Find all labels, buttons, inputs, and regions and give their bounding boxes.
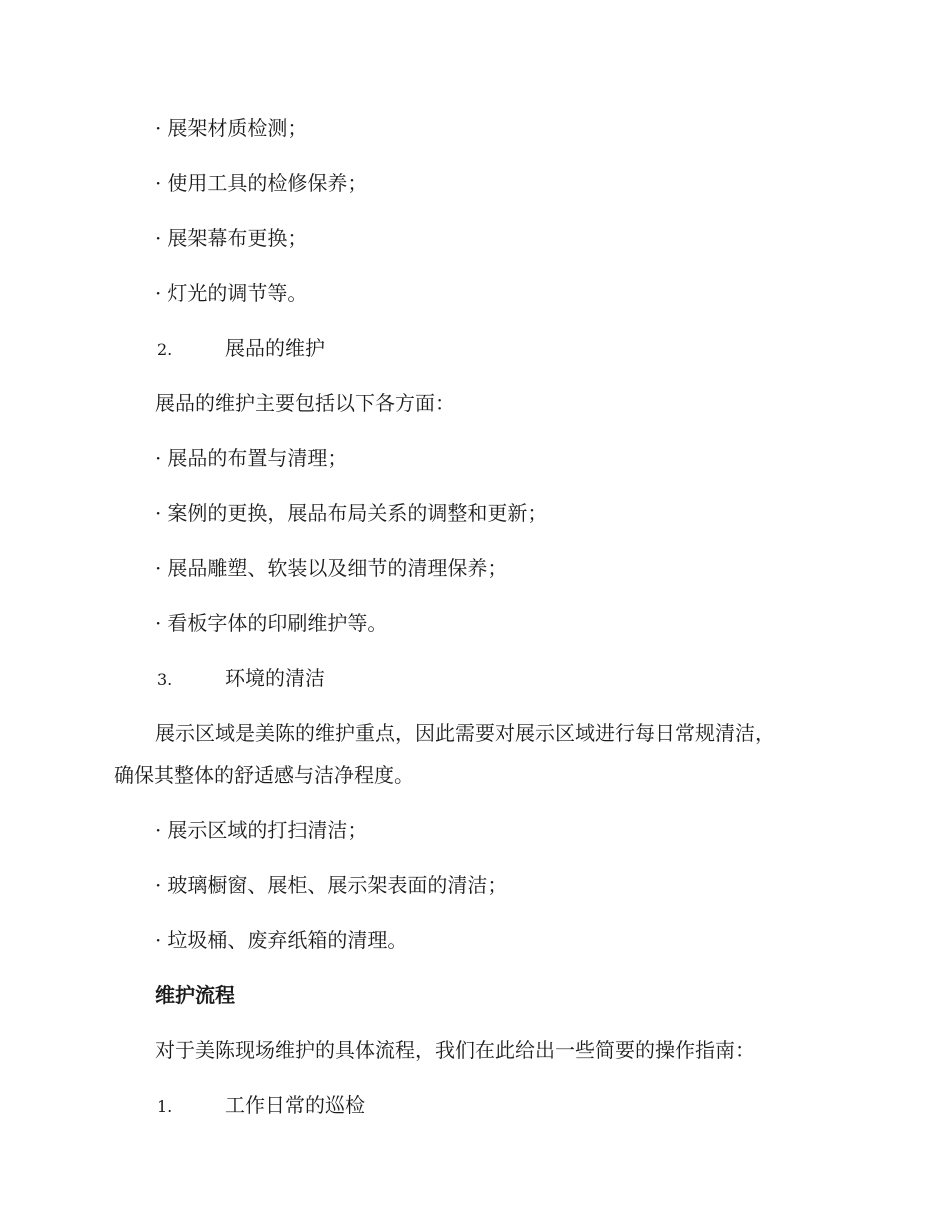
bullet-item xyxy=(155,499,547,527)
bullet-marker: · xyxy=(155,611,162,635)
bullet-marker: · xyxy=(155,873,162,897)
bullet-text: 展架幕布更换； xyxy=(167,226,308,250)
section-2-heading xyxy=(157,334,325,364)
maintenance-process-heading: 维护流程 xyxy=(155,983,235,1007)
bullet-text: 看板字体的印刷维护等。 xyxy=(167,611,388,635)
section-title: 展品的维护 xyxy=(225,336,325,360)
bullet-item xyxy=(155,444,347,472)
bullet-marker: · xyxy=(155,501,162,525)
bullet-marker: · xyxy=(155,556,162,580)
bullet-text: 垃圾桶、废弃纸箱的清理。 xyxy=(167,928,408,952)
bullet-item xyxy=(155,169,367,197)
section-number: 3. xyxy=(157,670,173,689)
bullet-marker: · xyxy=(155,281,162,305)
bullet-marker: · xyxy=(155,818,162,842)
bullet-text: 展品的布置与清理； xyxy=(167,446,348,470)
section-3-paragraph-line-2: 确保其整体的舒适感与洁净程度。 xyxy=(114,763,414,787)
bullet-marker: · xyxy=(155,226,162,250)
bullet-marker: · xyxy=(155,171,162,195)
section-title: 环境的清洁 xyxy=(225,666,325,690)
bullet-item xyxy=(155,114,307,142)
bullet-item xyxy=(155,224,307,252)
bullet-text: 玻璃橱窗、展柜、展示架表面的清洁； xyxy=(167,873,508,897)
bullet-marker: · xyxy=(155,928,162,952)
bullet-item xyxy=(155,554,507,582)
bullet-item xyxy=(155,871,507,899)
bullet-item xyxy=(155,279,307,307)
bullet-item xyxy=(155,926,407,954)
section-number: 2. xyxy=(157,340,173,359)
bullet-text: 展架材质检测； xyxy=(167,116,308,140)
bullet-text: 案例的更换，展品布局关系的调整和更新； xyxy=(167,501,548,525)
bullet-text: 展品雕塑、软装以及细节的清理保养； xyxy=(167,556,508,580)
step-number: 1. xyxy=(157,1097,173,1116)
bullet-text: 展示区域的打扫清洁； xyxy=(167,818,368,842)
section-3-heading xyxy=(157,664,325,694)
step-title: 工作日常的巡检 xyxy=(225,1093,365,1117)
bullet-item xyxy=(155,609,387,637)
section-3-paragraph-line-1: 展示区域是美陈的维护重点，因此需要对展示区域进行每日常规清洁， xyxy=(155,721,775,745)
maintenance-intro: 对于美陈现场维护的具体流程，我们在此给出一些简要的操作指南： xyxy=(155,1038,755,1062)
section-2-intro: 展品的维护主要包括以下各方面： xyxy=(155,391,455,415)
bullet-marker: · xyxy=(155,116,162,140)
step-1-heading xyxy=(157,1091,365,1121)
bullet-text: 灯光的调节等。 xyxy=(167,281,308,305)
bullet-marker: · xyxy=(155,446,162,470)
bullet-item xyxy=(155,816,367,844)
bullet-text: 使用工具的检修保养； xyxy=(167,171,368,195)
